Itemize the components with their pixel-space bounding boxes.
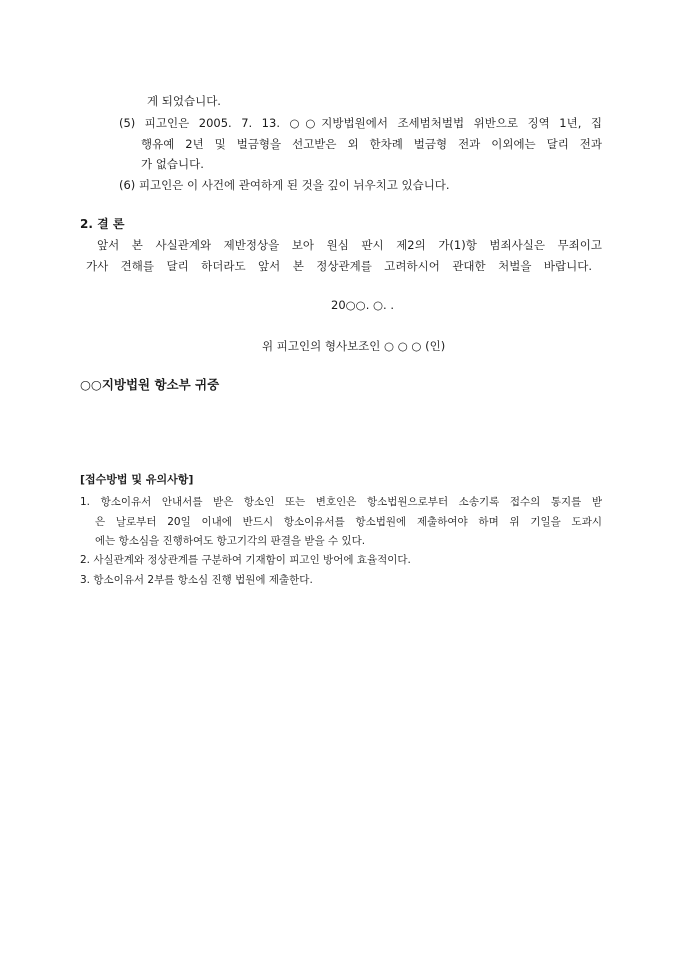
item5-line3: 가 없습니다. [141, 157, 204, 171]
note-1-line3: 에는 항소심을 진행하여도 항고기각의 판결을 받을 수 있다. [95, 535, 366, 547]
conclusion-line2: 가사 견해를 달리 하더라도 앞서 본 정상관계를 고려하시어 관대한 처벌을 바랍니다. [86, 259, 592, 273]
note-3: 3. 항소이유서 2부를 항소심 진행 법원에 제출한다. [80, 574, 313, 586]
note-1-line1: 1. 항소이유서 안내서를 받은 항소인 또는 변호인은 항소법원으로부터 소송기록 접수의 통지를 받 [80, 496, 602, 508]
item5-line1: (5) 피고인은 2005. 7. 13. ○○지방법원에서 조세범처벌법 위반으로 징역 1년, 집 [119, 116, 602, 130]
notes-title: [접수방법 및 유의사항] [80, 473, 194, 486]
item4-continuation: 게 되었습니다. [147, 94, 221, 108]
signature-line: 위 피고인의 형사보조인 ○ ○ ○ (인) [262, 339, 446, 353]
document-date: 20○○. ○. . [331, 298, 395, 312]
item6-text: (6) 피고인은 이 사건에 관여하게 된 것을 깊이 뉘우치고 있습니다. [119, 178, 450, 192]
item5-line2: 행유예 2년 및 벌금형을 선고받은 외 한차례 벌금형 전과 이외에는 달리 전과 [141, 137, 602, 151]
court-addressee: ○○지방법원 항소부 귀중 [80, 377, 220, 392]
conclusion-heading: 2. 결 론 [80, 217, 125, 231]
note-1-line2: 은 날로부터 20일 이내에 반드시 항소이유서를 항소법원에 제출하여야 하며 위 기일을 도과시 [95, 516, 602, 528]
conclusion-line1: 앞서 본 사실관계와 제반정상을 보아 원심 판시 제2의 가(1)항 범죄사실은 무죄이고 [97, 238, 602, 252]
note-2: 2. 사실관계와 정상관계를 구분하여 기재함이 피고인 방어에 효율적이다. [80, 554, 411, 566]
